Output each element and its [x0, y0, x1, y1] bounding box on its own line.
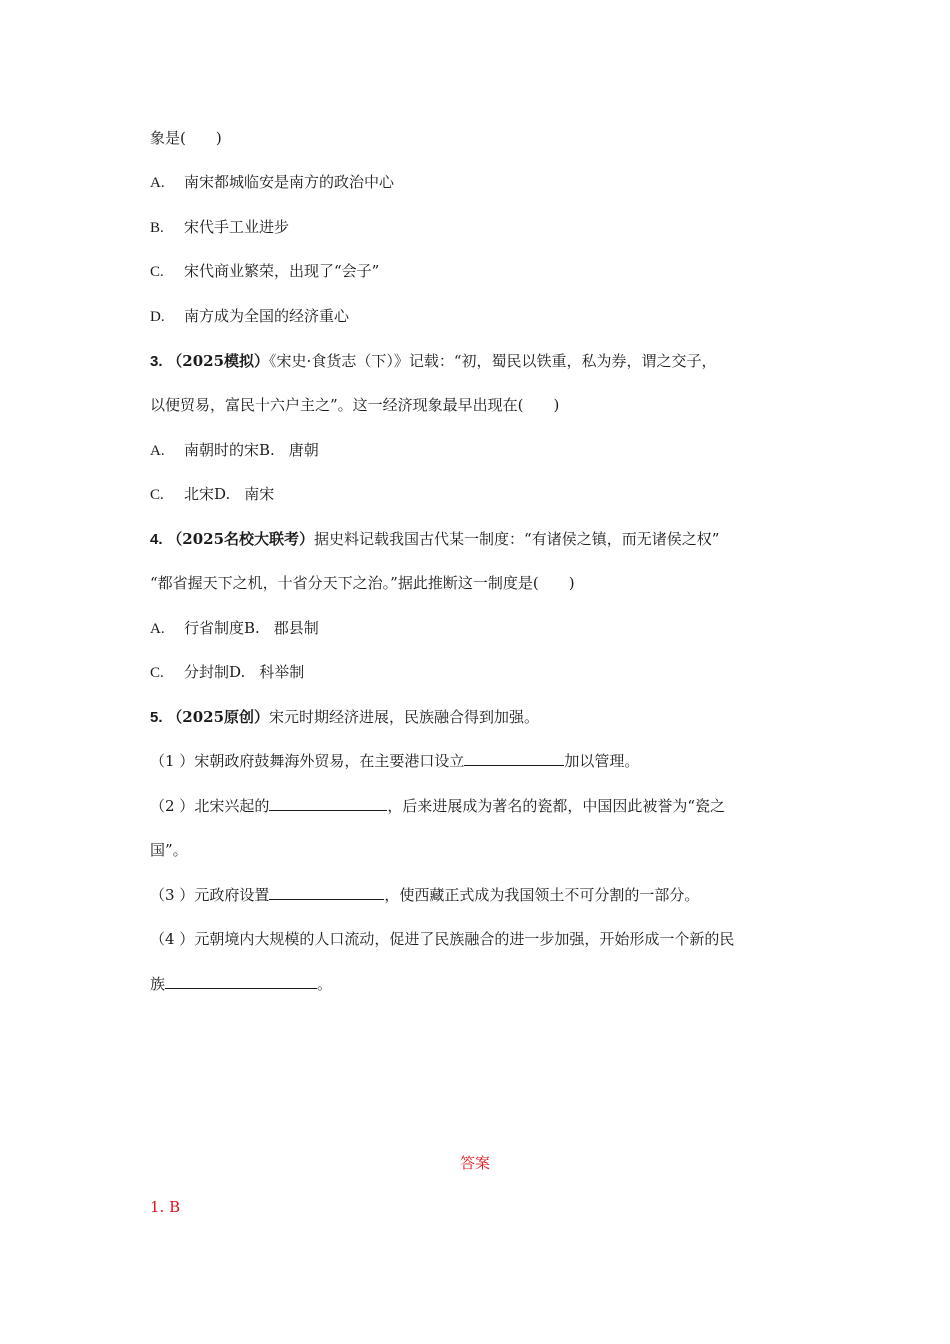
option-text: 南朝时的宋B.	[184, 441, 275, 459]
option-letter: A.	[150, 443, 165, 459]
option-text: 北宋D.	[184, 485, 231, 503]
option-text: 唐朝	[288, 441, 319, 459]
q3-stem-line2: 以便贸易，富民十六户主之”。这一经济现象最早出现在( )	[150, 396, 560, 414]
option-text: 郡县制	[273, 619, 319, 637]
q3-stem-line1	[150, 351, 717, 372]
item-label: （3 ）	[150, 886, 195, 904]
question-tag: （2025名校大联考）	[167, 530, 315, 548]
answer-blank[interactable]	[165, 974, 317, 989]
q5-item-2	[150, 796, 725, 816]
question-tag: （2025原创）	[167, 708, 270, 726]
item-label: （4 ）	[150, 930, 195, 948]
q2-stem-end: 象是( )	[150, 129, 222, 147]
q2-option-d	[150, 306, 349, 327]
answers-title: 答案	[459, 1154, 490, 1172]
q2-option-a	[150, 172, 394, 193]
item-text: 宋朝政府鼓舞海外贸易，在主要港口设立	[194, 752, 465, 770]
q5-item-4-cont	[150, 974, 332, 994]
question-text: 据史料记载我国古代某一制度：“有诸侯之镇，而无诸侯之权”	[314, 530, 720, 548]
option-letter: C.	[150, 487, 164, 503]
option-letter: A.	[150, 621, 165, 637]
q4-options-row2	[150, 662, 304, 683]
q4-stem-line2: “都省握天下之机，十省分天下之治。”据此推断这一制度是( )	[150, 574, 575, 592]
item-label: （2 ）	[150, 797, 195, 815]
option-letter: A.	[150, 175, 165, 191]
q5-item-1	[150, 751, 639, 771]
question-tag: （2025模拟）	[167, 352, 270, 370]
item-text: 北宋兴起的	[194, 797, 270, 815]
q5-item-4	[150, 929, 734, 949]
q3-options-row2	[150, 484, 274, 505]
option-text: 分封制D.	[184, 663, 246, 681]
option-letter: C.	[150, 665, 164, 681]
question-number: 5.	[150, 709, 163, 726]
option-text: 南宋	[244, 485, 275, 503]
option-letter: B.	[150, 220, 164, 236]
item-text: 国”。	[150, 841, 188, 859]
q2-option-b	[150, 217, 289, 238]
item-text: 加以管理。	[564, 752, 640, 770]
question-text: 《宋史·食货志（下）》记载：“初，蜀民以铁重，私为券，谓之交子，	[269, 352, 717, 370]
item-text: ，使西藏正式成为我国领土不可分割的一部分。	[384, 886, 700, 904]
q5-item-3	[150, 885, 699, 905]
option-text: 科举制	[259, 663, 305, 681]
option-text: 南方成为全国的经济重心	[184, 307, 350, 325]
option-letter: C.	[150, 264, 164, 280]
item-text: 。	[317, 975, 333, 993]
q2-option-c	[150, 261, 379, 282]
item-text: 元朝境内大规模的人口流动，促进了民族融合的进一步加强，开始形成一个新的民	[194, 930, 735, 948]
option-text: 南宋都城临安是南方的政治中心	[184, 173, 395, 191]
answer-blank[interactable]	[269, 885, 384, 900]
option-text: 行省制度B.	[184, 619, 260, 637]
q4-stem-line1	[150, 529, 719, 550]
item-label: （1 ）	[150, 752, 195, 770]
option-text: 宋代商业繁荣，出现了“会子”	[184, 262, 380, 280]
option-text: 宋代手工业进步	[184, 218, 290, 236]
answer-blank[interactable]	[269, 796, 387, 811]
q3-options-row1	[150, 440, 319, 461]
q5-item-2-cont	[150, 840, 188, 860]
question-number: 3.	[150, 353, 163, 370]
q4-options-row1	[150, 618, 319, 639]
item-text: 族	[150, 975, 166, 993]
item-text: ，后来进展成为著名的瓷都，中国因此被誉为“瓷之	[387, 797, 725, 815]
item-text: 元政府设置	[194, 886, 270, 904]
option-letter: D.	[150, 309, 165, 325]
answer-1: 1. B	[150, 1198, 181, 1216]
question-text: 宋元时期经济进展，民族融合得到加强。	[269, 708, 540, 726]
answer-blank[interactable]	[464, 751, 564, 766]
question-number: 4.	[150, 531, 163, 548]
q5-stem	[150, 707, 539, 728]
